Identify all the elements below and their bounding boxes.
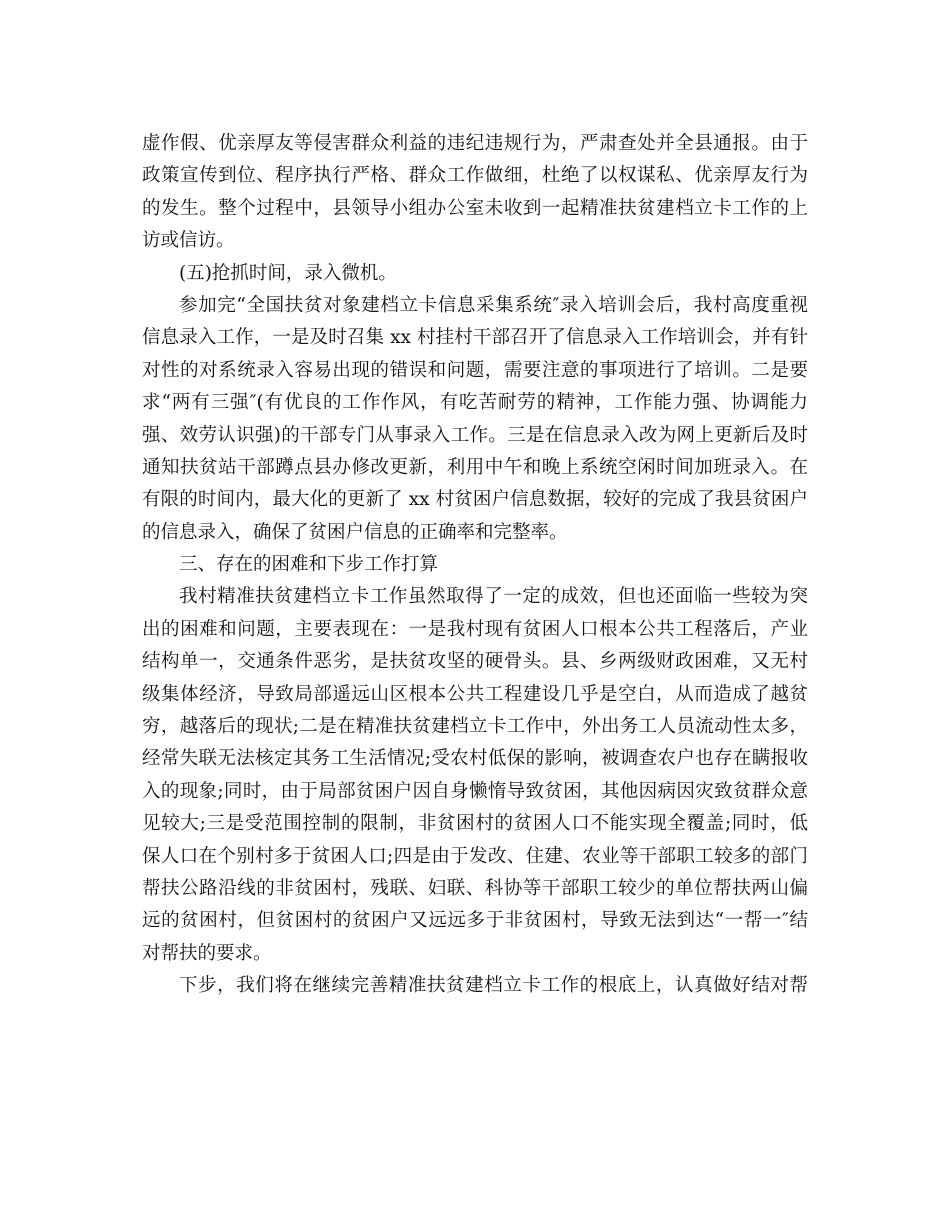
text-line: 级集体经济，导致局部遥远山区根本公共工程建设几乎是空白，从而造成了越贫 bbox=[142, 683, 808, 705]
text-line: 保人口在个别村多于贫困人口;四是由于发改、住建、农业等干部职工较多的部门 bbox=[142, 845, 808, 867]
text-line: 穷，越落后的现状;二是在精准扶贫建档立卡工作中，外出务工人员流动性太多， bbox=[142, 716, 808, 738]
text-line: 对帮扶的要求。 bbox=[142, 942, 272, 964]
text-line: 帮扶公路沿线的非贫困村，残联、妇联、科协等干部职工较少的单位帮扶两山偏 bbox=[142, 877, 808, 899]
text-line: 政策宣传到位、程序执行严格、群众工作做细，杜绝了以权谋私、优亲厚友行为 bbox=[142, 165, 808, 187]
text-line: 经常失联无法核定其务工生活情况;受农村低保的影响，被调查农户也存在瞒报收 bbox=[142, 748, 808, 770]
text-line: 出的困难和问题，主要表现在：一是我村现有贫困人口根本公共工程落后，产业 bbox=[142, 618, 808, 640]
text-line: 见较大;三是受范围控制的限制，非贫困村的贫困人口不能实现全覆盖;同时，低 bbox=[142, 813, 808, 835]
text-line: 结构单一，交通条件恶劣，是扶贫攻坚的硬骨头。县、乡两级财政困难，又无村 bbox=[142, 651, 808, 673]
text-line: 虚作假、优亲厚友等侵害群众利益的违纪违规行为，严肃查处并全县通报。由于 bbox=[142, 133, 808, 154]
text-line: 的发生。整个过程中，县领导小组办公室未收到一起精准扶贫建档立卡工作的上 bbox=[142, 197, 808, 219]
text-line: 有限的时间内，最大化的更新了 xx 村贫困户信息数据，较好的完成了我县贫困户 bbox=[142, 489, 808, 511]
document-body bbox=[142, 128, 808, 1003]
text-line: 我村精准扶贫建档立卡工作虽然取得了一定的成效，但也还面临一些较为突 bbox=[179, 586, 808, 608]
text-line: 入的现象;同时，由于局部贫困户因自身懒惰导致贫困，其他因病因灾致贫群众意 bbox=[142, 780, 808, 802]
text-line: 对性的对系统录入容易出现的错误和问题，需要注意的事项进行了培训。二是要 bbox=[142, 359, 808, 381]
text-line: 通知扶贫站干部蹲点县办修改更新，利用中午和晚上系统空闲时间加班录入。在 bbox=[142, 456, 808, 478]
text-line: 访或信访。 bbox=[142, 230, 235, 252]
text-line: 参加完“全国扶贫对象建档立卡信息采集系统″录入培训会后，我村高度重视 bbox=[179, 294, 808, 316]
text-line: (五)抢抓时间，录入微机。 bbox=[179, 262, 397, 284]
text-line: 强、效劳认识强)的干部专门从事录入工作。三是在信息录入改为网上更新后及时 bbox=[142, 424, 808, 446]
text-line: 远的贫困村，但贫困村的贫困户又远远多于非贫困村，导致无法到达“一帮一″结 bbox=[142, 910, 808, 932]
text-line: 下步，我们将在继续完善精准扶贫建档立卡工作的根底上，认真做好结对帮 bbox=[179, 975, 808, 997]
text-line: 求“两有三强″(有优良的工作作风，有吃苦耐劳的精神，工作能力强、协调能力 bbox=[142, 392, 808, 414]
text-line: 信息录入工作，一是及时召集 xx 村挂村干部召开了信息录入工作培训会，并有针 bbox=[142, 327, 808, 349]
text-line: 的信息录入，确保了贫困户信息的正确率和完整率。 bbox=[142, 521, 568, 543]
text-line: 三、存在的困难和下步工作打算 bbox=[179, 554, 439, 576]
